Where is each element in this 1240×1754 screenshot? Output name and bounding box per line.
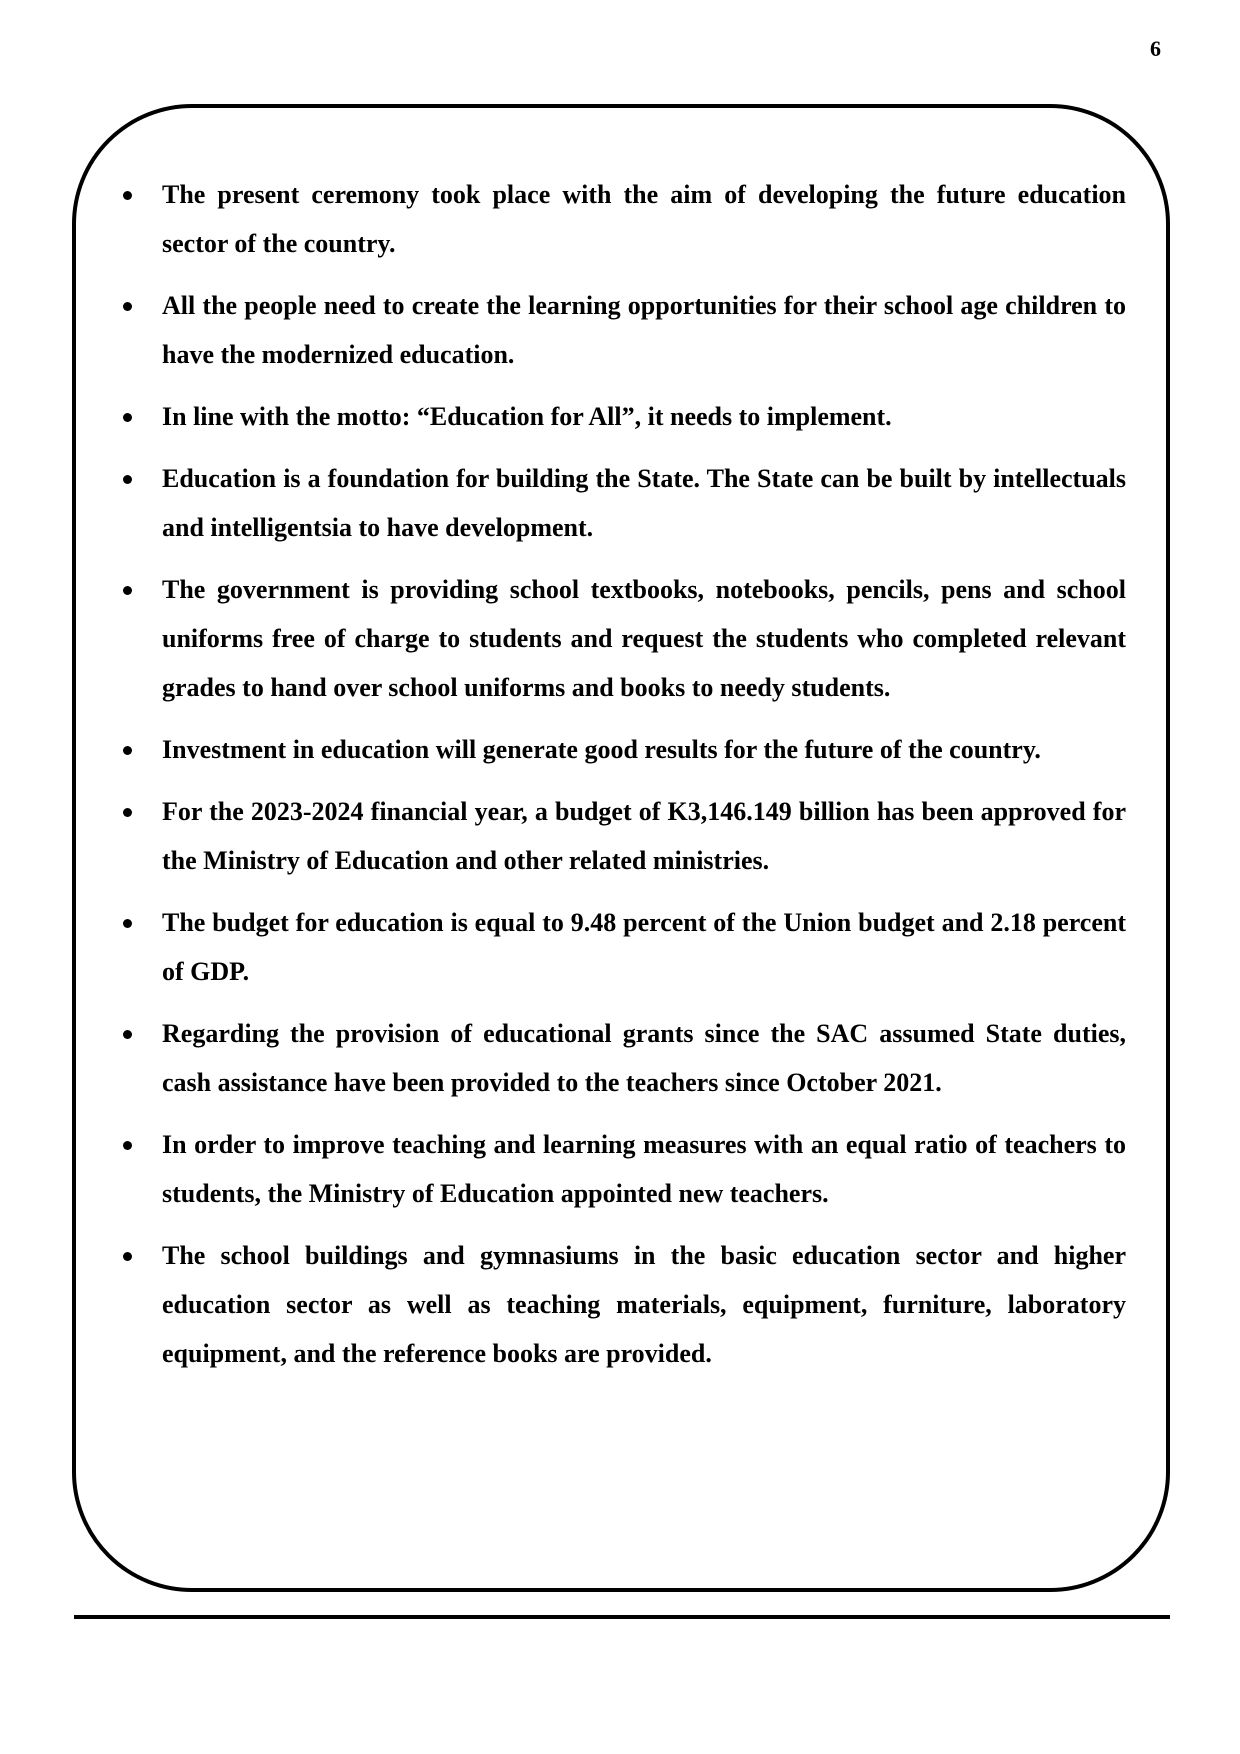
bullet-icon [123,1030,132,1039]
bullet-icon [123,413,132,422]
list-item [118,170,1126,268]
list-item-text: For the 2023-2024 financial year, a budget of K3,146.149 billion has been approved for the Ministry of Education and other related ministries. [162,797,1126,875]
bullet-icon [123,475,132,484]
bullet-icon [123,919,132,928]
bullet-icon [123,302,132,311]
list-item [118,454,1126,552]
bullet-list [118,170,1126,1391]
list-item-text: Investment in education will generate good results for the future of the country. [162,735,1041,764]
list-item-text: Regarding the provision of educational grants since the SAC assumed State duties, cash assistance have been provided to the teachers since October 2021. [162,1019,1126,1097]
bullet-icon [123,808,132,817]
list-item [118,898,1126,996]
footer-divider [74,1615,1170,1619]
list-item-text: The present ceremony took place with the aim of developing the future education sector of the country. [162,180,1126,258]
list-item-text: The government is providing school textbooks, notebooks, pencils, pens and school uniforms free of charge to students and request the students who completed relevant grades to hand over school uniforms and books to needy students. [162,575,1126,702]
list-item-text: The budget for education is equal to 9.48 percent of the Union budget and 2.18 percent of GDP. [162,908,1126,986]
bullet-icon [123,191,132,200]
list-item [118,1231,1126,1378]
bullet-icon [123,746,132,755]
list-item-text: In line with the motto: “Education for All”, it needs to implement. [162,402,892,431]
list-item [118,1009,1126,1107]
list-item [118,725,1126,774]
list-item [118,281,1126,379]
list-item [118,1120,1126,1218]
list-item-text: In order to improve teaching and learning measures with an equal ratio of teachers to students, the Ministry of Education appointed new teachers. [162,1130,1126,1208]
page-number: 6 [1150,36,1161,61]
list-item [118,787,1126,885]
bullet-icon [123,1141,132,1150]
list-item [118,565,1126,712]
list-item-text: Education is a foundation for building the State. The State can be built by intellectuals and intelligentsia to have development. [162,464,1126,542]
list-item [118,392,1126,441]
list-item-text: The school buildings and gymnasiums in the basic education sector and higher education sector as well as teaching materials, equipment, furniture, laboratory equipment, and the reference books are provided. [162,1241,1126,1368]
bullet-icon [123,586,132,595]
list-item-text: All the people need to create the learning opportunities for their school age children to have the modernized education. [162,291,1126,369]
bullet-icon [123,1252,132,1261]
